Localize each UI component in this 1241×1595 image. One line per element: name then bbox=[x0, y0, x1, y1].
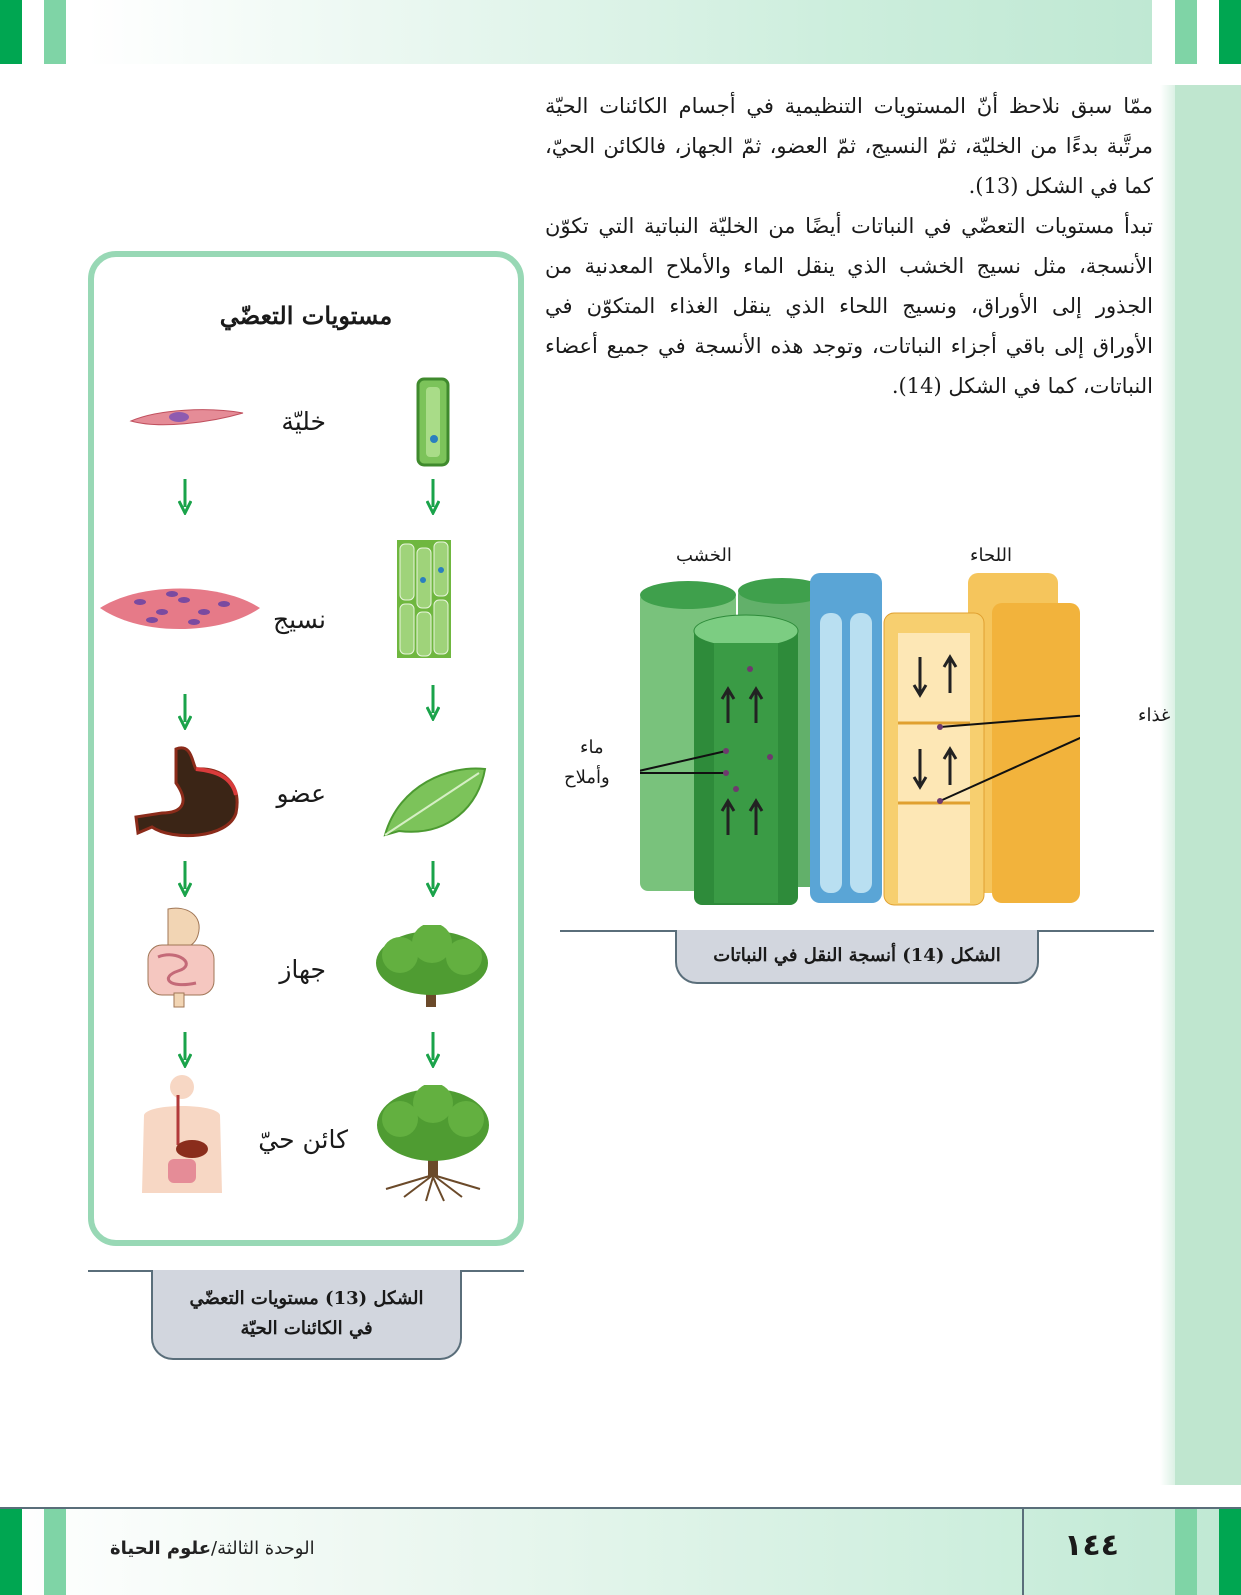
label-salts: وأملاح bbox=[564, 767, 610, 788]
stomach-image bbox=[132, 743, 244, 841]
arrow-down-icon bbox=[426, 479, 440, 515]
leaf-image bbox=[379, 765, 489, 841]
tree-image bbox=[372, 925, 492, 1009]
organization-levels-panel bbox=[88, 251, 524, 1246]
footer-subject: علوم الحياة bbox=[110, 1538, 212, 1559]
figure13-caption-line2: في الكائنات الحيّة bbox=[240, 1318, 373, 1339]
footer-stripe-left-light bbox=[44, 1509, 66, 1595]
figure13-caption bbox=[151, 1270, 462, 1360]
footer-stripe-right-light bbox=[1175, 1509, 1197, 1595]
header-band bbox=[88, 0, 1152, 64]
animal-tissue-image bbox=[100, 582, 260, 636]
sidebar-shade bbox=[1160, 85, 1176, 1485]
label-phloem: اللحاء bbox=[970, 545, 1013, 566]
plant-tissue-image bbox=[397, 540, 451, 658]
arrow-down-icon bbox=[178, 479, 192, 515]
footer-unit: الوحدة الثالثة/ bbox=[211, 1538, 315, 1559]
label-water: ماء bbox=[580, 737, 604, 758]
arrow-down-icon bbox=[178, 694, 192, 730]
plant-cell-image bbox=[414, 377, 454, 469]
arrow-down-icon bbox=[426, 685, 440, 721]
footer-unit-title bbox=[110, 1538, 315, 1559]
panel-title: مستويات التعضّي bbox=[219, 301, 393, 330]
level-label-organism: كائن حيّ bbox=[258, 1125, 348, 1154]
figure14-caption: الشكل (14) أنسجة النقل في النباتات bbox=[675, 930, 1039, 984]
digestive-system-image bbox=[138, 905, 222, 1009]
tree-with-roots-image bbox=[374, 1085, 492, 1203]
transport-tissues-figure bbox=[560, 545, 1171, 925]
footer-rule bbox=[0, 1507, 1241, 1509]
body-text bbox=[545, 86, 1153, 406]
arrow-down-icon bbox=[178, 861, 192, 897]
footer-divider bbox=[1022, 1507, 1024, 1595]
level-label-cell: خليّة bbox=[281, 407, 326, 436]
footer-stripe-right-dark bbox=[1219, 1509, 1241, 1595]
right-sidebar-band bbox=[1175, 85, 1241, 1485]
header-stripe-left-dark bbox=[0, 0, 22, 64]
paragraph-2: تبدأ مستويات التعضّي في النباتات أيضًا من الخليّة النباتية التي تكوّن الأنسجة، مثل نسيج الخشب الذي ينقل الماء والأملاح المعدنية من الجذور إلى الأوراق، ونسيج اللحاء الذي ينقل الغذاء المتكوّن في الأوراق إلى باقي أجزاء النباتات، وتوجد هذه الأنسجة في جميع أعضاء النباتات، كما في الشكل (14). bbox=[545, 214, 1153, 398]
level-label-tissue: نسيج bbox=[273, 605, 326, 634]
arrow-down-icon bbox=[178, 1032, 192, 1068]
arrow-down-icon bbox=[426, 1032, 440, 1068]
label-food: غذاء bbox=[1138, 705, 1171, 726]
footer-stripe-left-dark bbox=[0, 1509, 22, 1595]
label-xylem: الخشب bbox=[676, 545, 732, 566]
level-label-system: جهاز bbox=[279, 955, 326, 984]
level-label-organ: عضو bbox=[276, 779, 326, 808]
arrow-down-icon bbox=[426, 861, 440, 897]
header-stripe-left-light bbox=[44, 0, 66, 64]
animal-cell-image bbox=[129, 403, 245, 433]
header-stripe-right-light bbox=[1175, 0, 1197, 64]
paragraph-1: ممّا سبق نلاحظ أنّ المستويات التنظيمية في أجسام الكائنات الحيّة مرتَّبة بدءًا من الخليّة، ثمّ النسيج، ثمّ العضو، ثمّ الجهاز، فالكائن الحيّ، كما في الشكل (13). bbox=[545, 94, 1153, 198]
page-number: ١٤٤ bbox=[1064, 1528, 1119, 1563]
header-stripe-right-dark bbox=[1219, 0, 1241, 64]
human-body-image bbox=[138, 1075, 226, 1193]
figure13-caption-line1: الشكل (13) مستويات التعضّي bbox=[189, 1288, 424, 1309]
xylem-phloem-illustration bbox=[640, 573, 1080, 913]
